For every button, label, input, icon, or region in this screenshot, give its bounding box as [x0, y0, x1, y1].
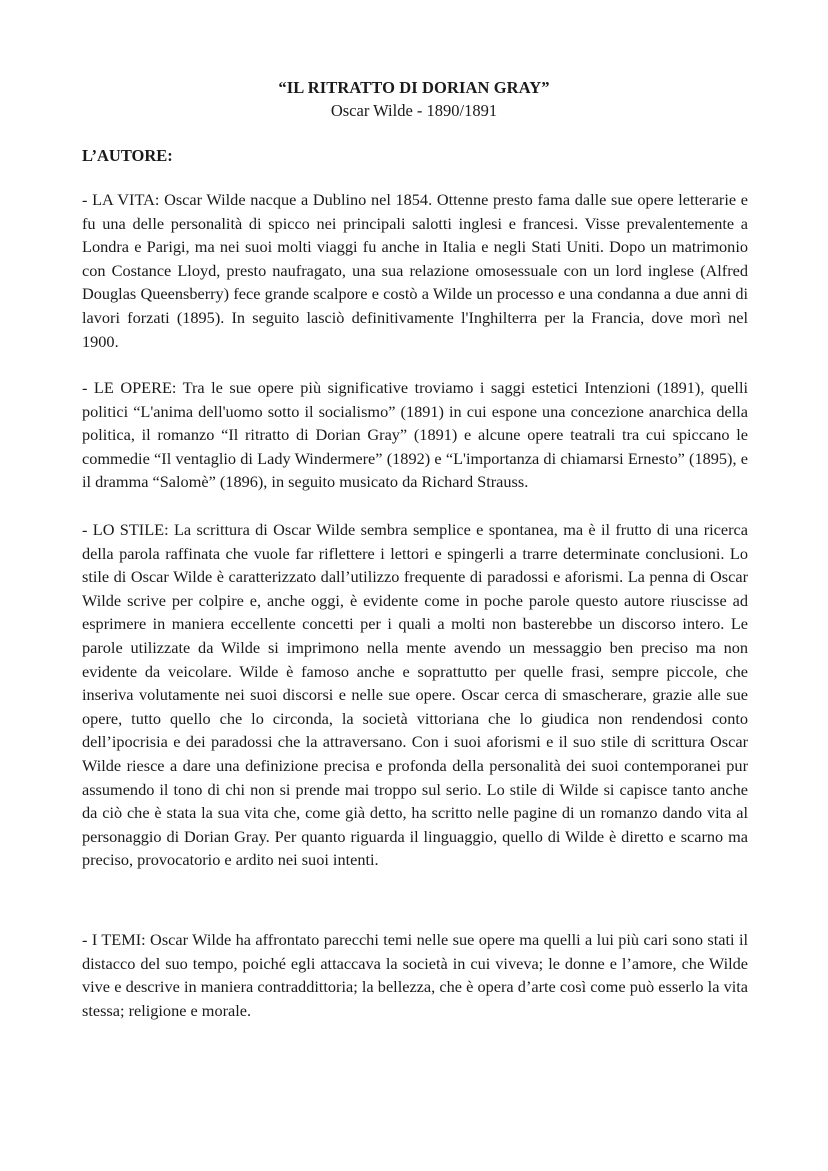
paragraph-la-vita: - LA VITA: Oscar Wilde nacque a Dublino nel 1854. Ottenne presto fama dalle sue opere letterarie e fu una delle personalità di spicco nei principali salotti inglesi e francesi. Visse prevalentemente a Londra e Parigi, ma nei suoi molti viaggi fu anche in Italia e negli Stati Uniti. Dopo un matrimonio con Costance Lloyd, presto naufragato, una sua relazione omosessuale con un lord inglese (Alfred Douglas Queensberry) fece grande scalpore e costò a Wilde un processo e una condanna a due anni di lavori forzati (1895). In seguito lasciò definitivamente l'Inghilterra per la Francia, dove morì nel 1900. — [82, 190, 748, 351]
paragraph-i-temi: - I TEMI: Oscar Wilde ha affrontato parecchi temi nelle sue opere ma quelli a lui più cari sono stati il distacco del suo tempo, poiché egli attaccava la società in cui viveva; le donne e l’amore, che Wilde vive e descrive in maniera contraddittoria; la bellezza, che è opera d’arte così come può esserlo la vita stessa; religione e morale. — [82, 930, 748, 1020]
document-subtitle: Oscar Wilde - 1890/1891 — [330, 101, 498, 120]
paragraph-lo-stile: - LO STILE: La scrittura di Oscar Wilde sembra semplice e spontanea, ma è il frutto di una ricerca della parola raffinata che vuole far riflettere i lettori e spingerli a trarre determinate conclusioni. Lo stile di Oscar Wilde è caratterizzato dall’utilizzo frequente di paradossi e aforismi. La penna di Oscar Wilde scrive per colpire e, anche oggi, è evidente come in poche parole questo autore riuscisse ad esprimere in maniera eccellente concetti per i quali a molti non basterebbe un discorso intero. Le parole utilizzate da Wilde si imprimono nella mente avendo un messaggio ben preciso ma non evidente da veicolare. Wilde è famoso anche e soprattutto per quelle frasi, sempre piccole, che inseriva volutamente nei suoi discorsi e nelle sue opere. Oscar cerca di smascherare, grazie alle sue opere, tutto quello che lo circonda, la società vittoriana che lo giudica non rendendosi conto dell’ipocrisia e dei paradossi che la attraversano. Con i suoi aforismi e il suo stile di scrittura Oscar Wilde riesce a dare una definizione precisa e profonda della personalità dei suoi contemporanei pur assumendo il tono di chi non si prende mai troppo sul serio. Lo stile di Wilde si capisce tanto anche da ciò che è stata la sua vita che, come già detto, ha scritto nelle pagine di un romanzo dando vita al personaggio di Dorian Gray. Per quanto riguarda il linguaggio, quello di Wilde è diretto e scarno ma preciso, provocatorio e ardito nei suoi intenti. — [82, 520, 748, 870]
document-title: “IL RITRATTO DI DORIAN GRAY” — [278, 78, 550, 97]
section-heading-autore: L’AUTORE: — [82, 146, 173, 165]
paragraph-le-opere: - LE OPERE: Tra le sue opere più significative troviamo i saggi estetici Intenzioni (1891), quelli politici “L'anima dell'uomo sotto il socialismo” (1891) in cui espone una concezione anarchica della politica, il romanzo “Il ritratto di Dorian Gray” (1891) e alcune opere teatrali tra cui spiccano le commedie “Il ventaglio di Lady Windermere” (1892) e “L'importanza di chiamarsi Ernesto” (1895), e il dramma “Salomè” (1896), in seguito musicato da Richard Strauss. — [82, 378, 748, 492]
